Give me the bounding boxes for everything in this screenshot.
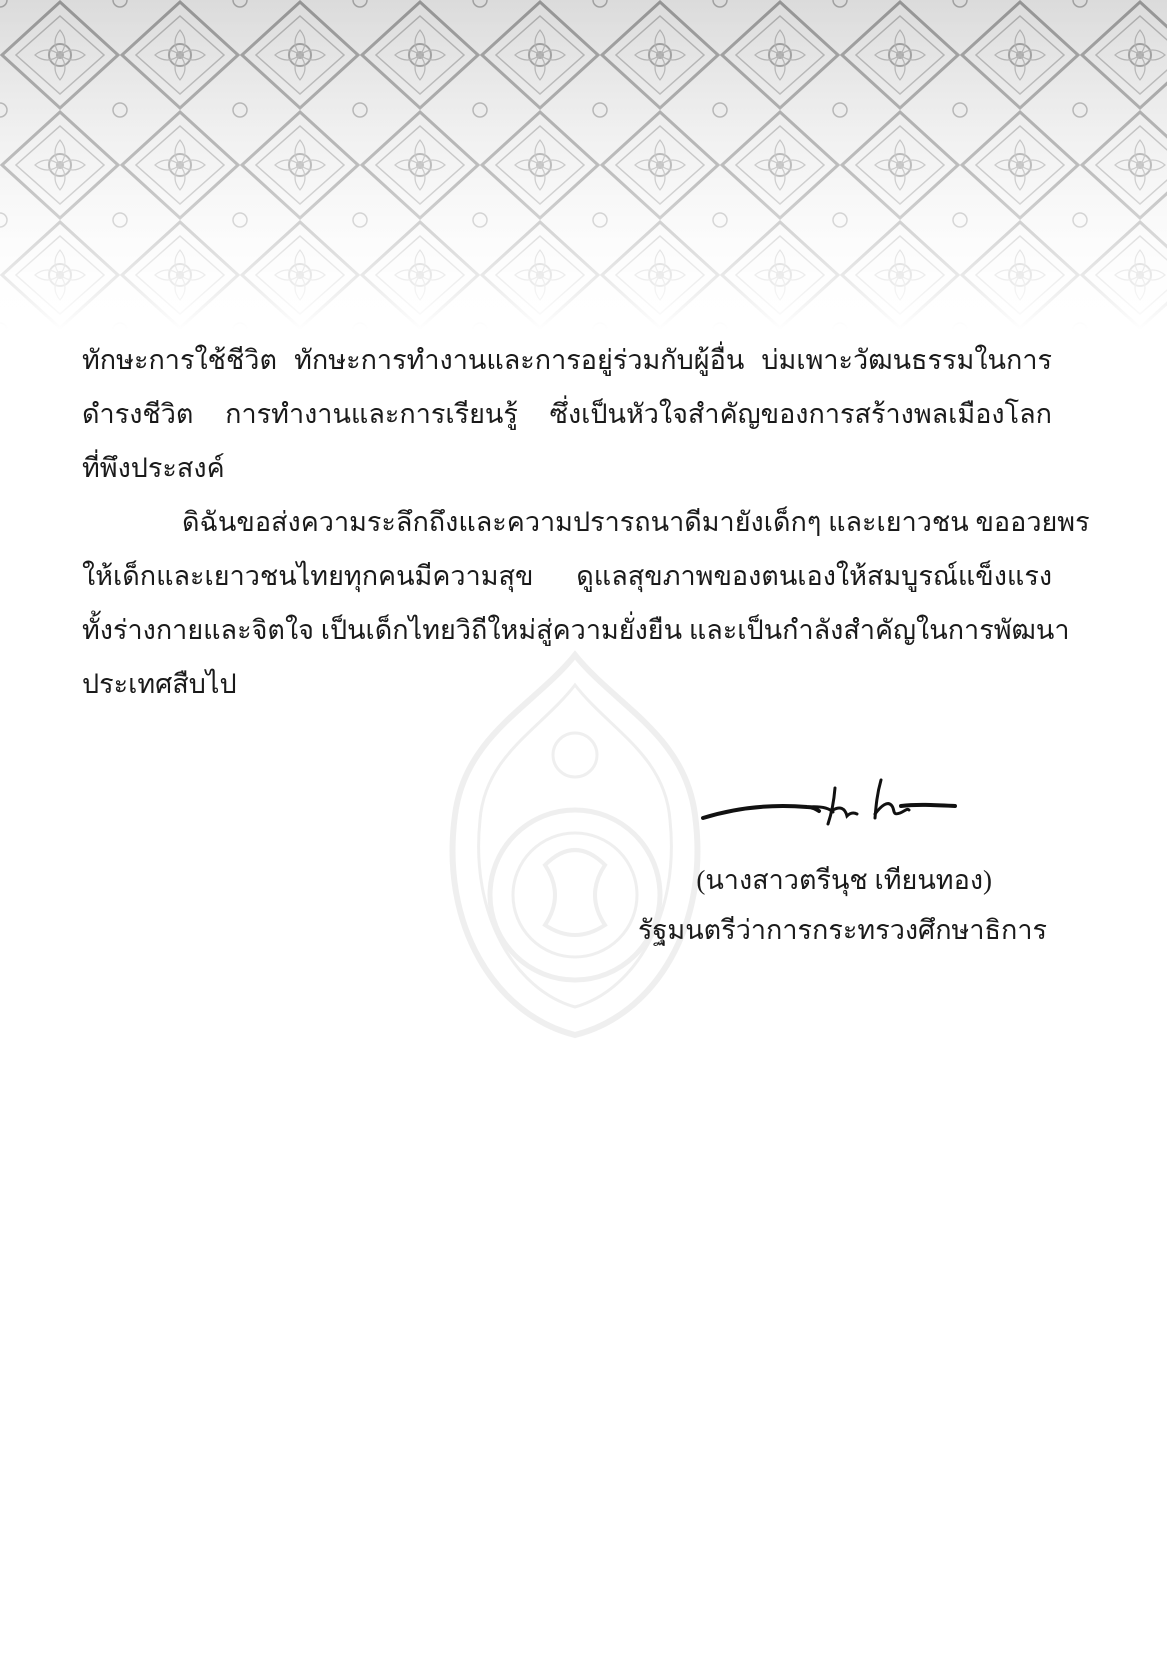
header-pattern bbox=[0, 0, 1167, 330]
paragraph-2-line-1: ดิฉันขอส่งความระลึกถึงและความปรารถนาดีมายังเด็กๆ และเยาวชน ขออวยพร bbox=[182, 507, 1090, 537]
signatory-block bbox=[638, 855, 1047, 955]
paragraph-2-line-3: ทั้งร่างกายและจิตใจ เป็นเด็กไทยวิถีใหม่สู่ความยั่งยืน และเป็นกำลังสำคัญในการพัฒนา bbox=[82, 615, 1070, 645]
paragraph-1-line-3: ที่พึงประสงค์ bbox=[82, 453, 225, 483]
signatory-name: (นางสาวตรีนุช เทียนทอง) bbox=[696, 865, 992, 895]
letter-body bbox=[82, 333, 1090, 711]
paragraph-2-line-4: ประเทศสืบไป bbox=[82, 669, 237, 699]
handwritten-signature-icon bbox=[695, 770, 995, 840]
signatory-position: รัฐมนตรีว่าการกระทรวงศึกษาธิการ bbox=[638, 915, 1047, 945]
paragraph-2-line-2: ให้เด็กและเยาวชนไทยทุกคนมีความสุข ดูแลสุขภาพของตนเองให้สมบูรณ์แข็งแรง bbox=[82, 561, 1052, 591]
paragraph-1-line-1: ทักษะการใช้ชีวิต ทักษะการทำงานและการอยู่ร่วมกับผู้อื่น บ่มเพาะวัฒนธรรมในการ bbox=[82, 345, 1052, 375]
paragraph-1-line-2: ดำรงชีวิต การทำงานและการเรียนรู้ ซึ่งเป็นหัวใจสำคัญของการสร้างพลเมืองโลก bbox=[82, 399, 1052, 429]
